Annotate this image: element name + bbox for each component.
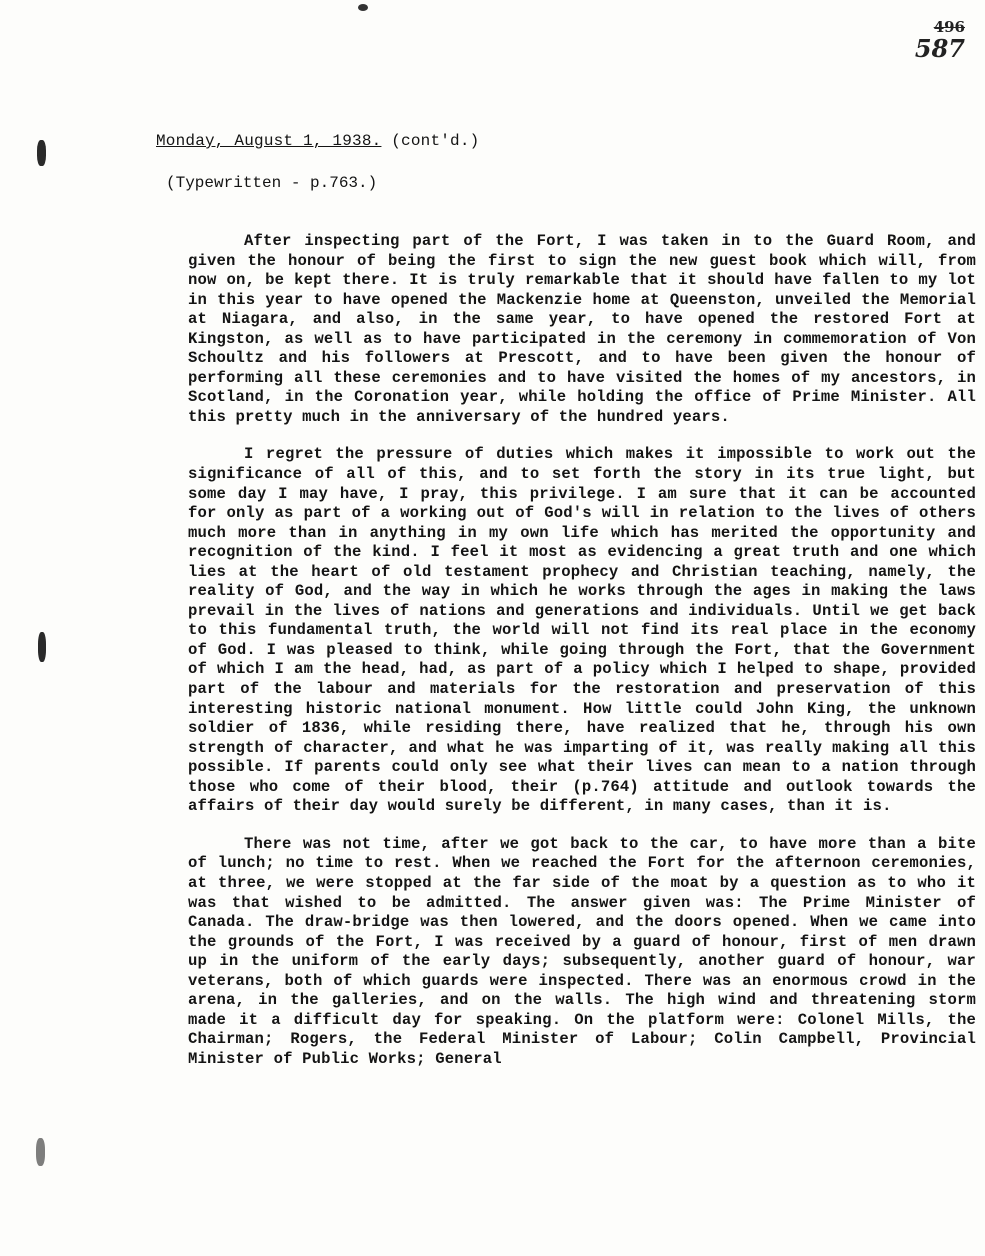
- margin-mark: [36, 1138, 45, 1166]
- margin-mark: [38, 632, 46, 662]
- source-note: (Typewritten - p.763.): [166, 174, 378, 192]
- entry-date: Monday, August 1, 1938.: [156, 132, 382, 150]
- paragraph: After inspecting part of the Fort, I was taken in to the Guard Room, and given the honour of being the first to sign the new guest book which will, from now on, be kept there. It is truly remarkable that it should have fallen to my lot in this year to have opened the Mackenzie home at Queenston, unveiled the Memorial at Niagara, and also, in the same year, to have opened the restored Fort at Kingston, as well as to have participated in the ceremony in commemoration of Von Schoultz and his followers at Prescott, and to have been given the honour of performing all these ceremonies and to have visited the homes of my ancestors, in Scotland, in the Coronation year, while holding the office of Prime Minister. All this pretty much in the anniversary of the hundred years.: [188, 232, 976, 426]
- diary-body: [188, 232, 976, 1087]
- old-page-number: 496: [933, 18, 965, 36]
- scan-speck: [358, 4, 368, 11]
- paragraph: There was not time, after we got back to the car, to have more than a bite of lunch; no time to rest. When we reached the Fort for the afternoon ceremonies, at three, we were stopped at the far side of the moat by a question as to who it was that wished to be admitted. The answer given was: The Prime Minister of Canada. The draw-bridge was then lowered, and the doors opened. When we came into the grounds of the Fort, I was received by a guard of honour, first of men drawn up in the uniform of the early days; subsequently, another guard of honour, war veterans, both of which guards were inspected. There was an enormous crowd in the arena, in the galleries, and on the walls. The high wind and threatening storm made it a difficult day for speaking. On the platform were: Colonel Mills, the Chairman; Rogers, the Federal Minister of Labour; Colin Campbell, Provincial Minister of Public Works; General: [188, 834, 976, 1068]
- entry-heading: [156, 132, 479, 150]
- entry-continuation: (cont'd.): [391, 132, 480, 150]
- paragraph: I regret the pressure of duties which makes it impossible to work out the significance of all of this, and to set forth the story in its true light, but some day I may have, I pray, this privilege. I am sure that it can be accounted for only as part of a working out of God's will in relation to the lives of others much more than in anything in my own life which has merited the opportunity and recognition of the kind. I feel it most as evidencing a great truth and one which lies at the heart of old testament prophecy and Christian teaching, namely, the reality of God, and the way in which he works through the ages in making the laws prevail in the lives of nations and generations and individuals. Until we get back to this fundamental truth, the world will not find its real place in the economy of God. I was pleased to think, while going through the Fort, that the Government of which I am the head, had, as part of a policy which I helped to shape, provided part of the labour and materials for the restoration and preservation of this interesting historic national monument. How little could John King, the unknown soldier of 1836, while residing there, have realized that he, through his own strength of character, and what he was imparting of it, was really making all this possible. If parents could only see what their lives can mean to a nation through those who come of their blood, their (p.764) attitude and outlook towards the affairs of their day would surely be different, in many cases, than it is.: [188, 445, 976, 816]
- current-page-number: 587: [914, 34, 965, 63]
- page-number: [915, 20, 965, 61]
- margin-mark: [37, 140, 46, 166]
